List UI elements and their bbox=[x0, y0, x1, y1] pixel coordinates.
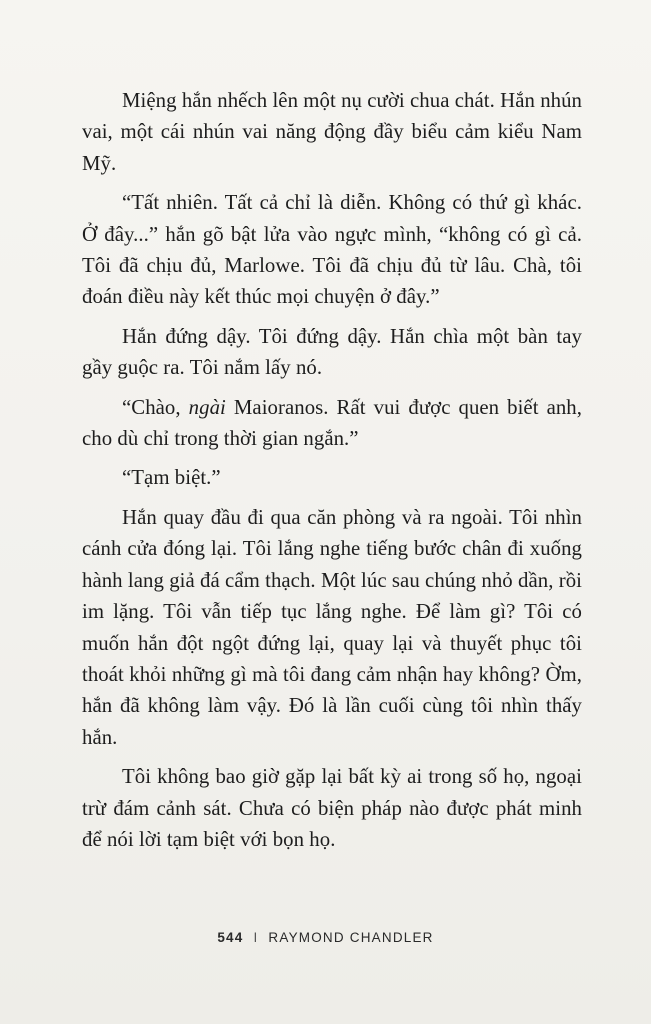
footer-separator: I bbox=[253, 930, 259, 945]
paragraph: Hắn đứng dậy. Tôi đứng dậy. Hắn chìa một bàn tay gầy guộc ra. Tôi nắm lấy nó. bbox=[82, 324, 582, 380]
paragraph: “Tất nhiên. Tất cả chỉ là diễn. Không có thứ gì khác. Ở đây...” hắn gõ bật lửa vào ngực mình, “không có gì cả. Tôi đã chịu đủ, Marlowe. Tôi đã chịu đủ từ lâu. Chà, tôi đoán điều này kết thúc mọi chuyện ở đây.” bbox=[82, 191, 582, 309]
paragraph: Miệng hắn nhếch lên một nụ cười chua chát. Hắn nhún vai, một cái nhún vai năng động đầy biểu cảm kiểu Nam Mỹ. bbox=[82, 89, 582, 175]
paragraph: Tôi không bao giờ gặp lại bất kỳ ai trong số họ, ngoại trừ đám cảnh sát. Chưa có biện pháp nào được phát minh để nói lời tạm biệt với bọn họ. bbox=[82, 765, 582, 851]
italic-text: ngài bbox=[188, 395, 226, 419]
paragraph: “Tạm biệt.” bbox=[122, 466, 221, 490]
author-name: RAYMOND CHANDLER bbox=[268, 930, 434, 945]
page-footer bbox=[0, 930, 651, 945]
paragraph bbox=[82, 392, 582, 455]
text-run: “Chào, bbox=[122, 395, 189, 419]
body-text bbox=[82, 85, 582, 855]
page-number: 544 bbox=[217, 930, 244, 945]
text-run: Maioranos. Rất vui được quen biết anh, cho dù chỉ trong thời gian ngắn.” bbox=[82, 395, 582, 451]
paragraph: Hắn quay đầu đi qua căn phòng và ra ngoài. Tôi nhìn cánh cửa đóng lại. Tôi lắng nghe tiếng bước chân đi xuống hành lang giả đá cẩm thạch. Một lúc sau chúng nhỏ dần, rồi im lặng. Tôi vẫn tiếp tục lắng nghe. Để làm gì? Tôi có muốn hắn đột ngột đứng lại, quay lại và thuyết phục tôi thoát khỏi những gì mà tôi đang cảm nhận hay không? Ờm, hắn đã không làm vậy. Đó là lần cuối cùng tôi nhìn thấy hắn. bbox=[82, 505, 582, 749]
